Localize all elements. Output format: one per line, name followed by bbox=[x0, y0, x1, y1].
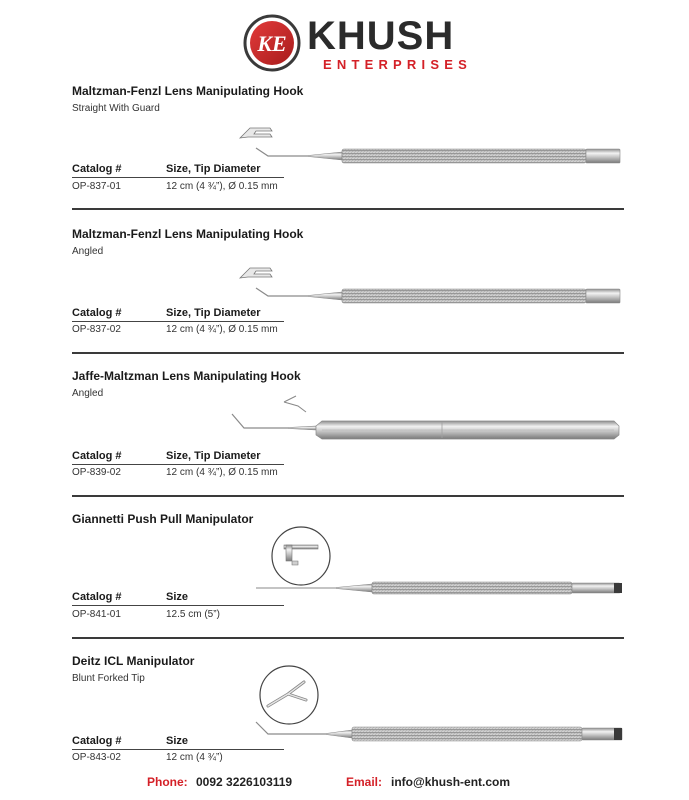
size-value: 12 cm (4 ¾”), Ø 0.15 mm bbox=[166, 467, 278, 478]
brand-tagline: ENTERPRISES bbox=[323, 57, 472, 72]
email-address[interactable]: info@khush-ent.com bbox=[391, 775, 511, 789]
instrument-image bbox=[254, 578, 625, 600]
phone-number[interactable]: 0092 3226103119 bbox=[196, 775, 293, 789]
instrument-image bbox=[228, 392, 625, 448]
catalog-number: OP-837-01 bbox=[72, 181, 121, 192]
product-title: Maltzman-Fenzl Lens Manipulating Hook bbox=[72, 227, 304, 241]
catalog-header: Catalog # bbox=[72, 591, 122, 603]
size-header: Size bbox=[166, 735, 189, 747]
logo-monogram-circle bbox=[243, 14, 301, 72]
catalog-number: OP-839-02 bbox=[72, 467, 121, 478]
header-rule bbox=[72, 321, 284, 322]
product-title: Jaffe-Maltzman Lens Manipulating Hook bbox=[72, 369, 301, 383]
size-value: 12.5 cm (5”) bbox=[166, 609, 220, 620]
instrument-image bbox=[254, 718, 625, 746]
catalog-number: OP-837-02 bbox=[72, 324, 121, 335]
header-rule bbox=[72, 177, 284, 178]
brand-name: KHUSH bbox=[307, 14, 455, 58]
email-label: Email: bbox=[346, 775, 383, 789]
section-divider bbox=[72, 352, 624, 354]
size-header: Size, Tip Diameter bbox=[166, 450, 261, 462]
catalog-header: Catalog # bbox=[72, 163, 122, 175]
size-header: Size, Tip Diameter bbox=[166, 163, 261, 175]
header-rule bbox=[72, 464, 284, 465]
section-divider bbox=[72, 495, 624, 497]
phone-label: Phone: bbox=[147, 775, 188, 789]
product-subtitle: Blunt Forked Tip bbox=[72, 673, 145, 684]
section-divider bbox=[72, 637, 624, 639]
header-rule bbox=[72, 605, 284, 606]
tip-detail-icon bbox=[258, 664, 320, 726]
logo-monogram: KE bbox=[257, 31, 287, 56]
instrument-image bbox=[230, 118, 625, 172]
product-subtitle: Angled bbox=[72, 246, 104, 257]
product-subtitle: Angled bbox=[72, 388, 104, 399]
contact-footer bbox=[0, 775, 689, 791]
instrument-image bbox=[230, 258, 625, 312]
catalog-header: Catalog # bbox=[72, 307, 122, 319]
catalog-header: Catalog # bbox=[72, 450, 122, 462]
section-divider bbox=[72, 208, 624, 210]
header-rule bbox=[72, 749, 284, 750]
size-header: Size bbox=[166, 591, 189, 603]
size-header: Size, Tip Diameter bbox=[166, 307, 261, 319]
catalog-header: Catalog # bbox=[72, 735, 122, 747]
catalog-number: OP-843-02 bbox=[72, 752, 121, 763]
catalog-number: OP-841-01 bbox=[72, 609, 121, 620]
brand-logo bbox=[243, 14, 472, 74]
product-title: Giannetti Push Pull Manipulator bbox=[72, 512, 254, 526]
size-value: 12 cm (4 ¾”), Ø 0.15 mm bbox=[166, 324, 278, 335]
product-title: Maltzman-Fenzl Lens Manipulating Hook bbox=[72, 84, 304, 98]
size-value: 12 cm (4 ¾”), Ø 0.15 mm bbox=[166, 181, 278, 192]
product-subtitle: Straight With Guard bbox=[72, 103, 160, 114]
size-value: 12 cm (4 ¾”) bbox=[166, 752, 223, 763]
product-title: Deitz ICL Manipulator bbox=[72, 654, 195, 668]
